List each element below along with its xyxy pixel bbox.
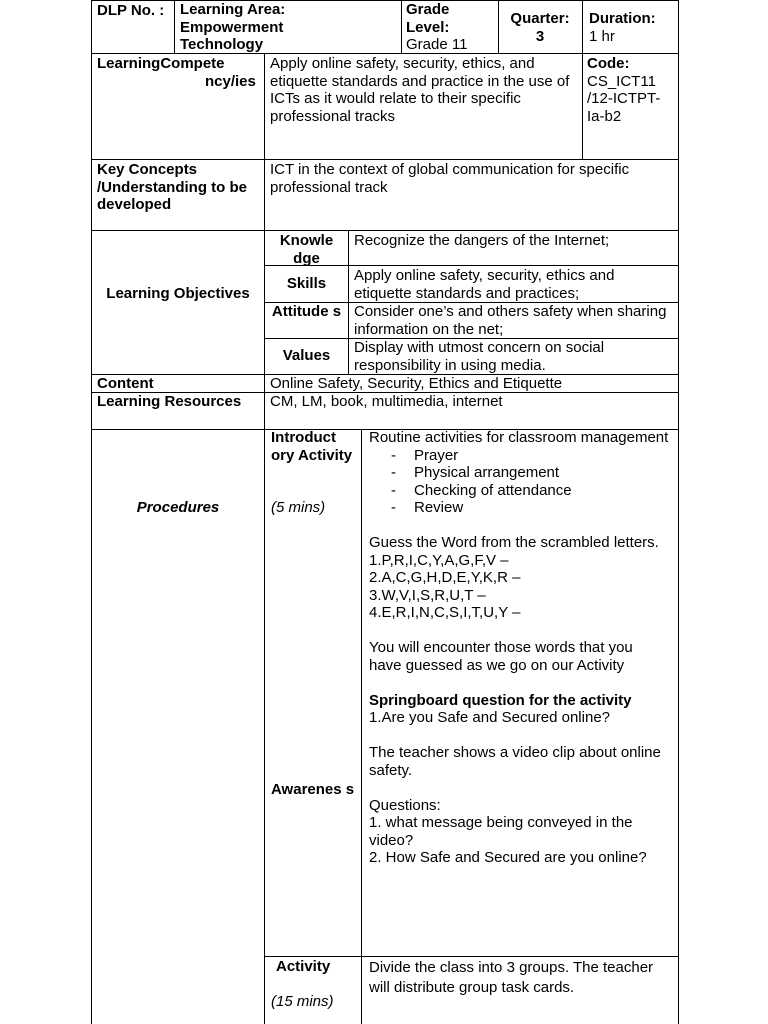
routine-text: Routine activities for classroom management xyxy=(369,429,669,446)
objective-domain-skills: Skills xyxy=(286,275,327,292)
competency-label-line-1: LearningCompete xyxy=(97,55,225,72)
key-concepts-label: Key Concepts /Understanding to be developed xyxy=(97,161,247,213)
routine-list xyxy=(369,447,669,517)
content-text: Online Safety, Security, Ethics and Etiquette xyxy=(270,375,563,392)
learning-resources-text: CM, LM, book, multimedia, internet xyxy=(270,393,503,410)
row-divider xyxy=(91,230,679,231)
objective-text-skills: Apply online safety, security, ethics and etiquette standards and practices; xyxy=(354,267,615,302)
video-text: The teacher shows a video clip about online safety. xyxy=(369,744,661,779)
competency-label xyxy=(97,55,263,90)
divider xyxy=(361,429,362,1024)
question-item: 1. what message being conveyed in the video? xyxy=(369,814,633,849)
table-right-border xyxy=(678,0,679,1024)
divider xyxy=(348,230,349,374)
list-item: - Checking of attendance xyxy=(391,481,572,499)
objective-domain-attitudes: Attitude s xyxy=(271,303,342,320)
code-value: CS_ICT11 /12-ICTPT-Ia-b2 xyxy=(587,72,661,125)
duration-label: Duration: xyxy=(589,10,656,27)
duration-value: 1 hr xyxy=(589,27,615,45)
encounter-text: You will encounter those words that you have guessed as we go on our Activity xyxy=(369,639,633,674)
grade-level-label: Grade Level: xyxy=(406,1,450,36)
scrambled-item: 1.P,R,I,C,Y,A,G,F,V – xyxy=(369,551,509,569)
procedures-content xyxy=(369,429,669,867)
springboard-question: 1.Are you Safe and Secured online? xyxy=(369,709,611,726)
objective-domain-knowledge: Knowle dge xyxy=(279,232,334,267)
introductory-activity-label: Introduct ory Activity xyxy=(271,429,353,464)
objective-domain-values: Values xyxy=(282,347,331,364)
row-divider xyxy=(91,159,679,160)
introductory-activity-time: (5 mins) xyxy=(271,499,326,516)
divider xyxy=(582,0,583,159)
list-item: - Physical arrangement xyxy=(391,464,560,481)
divider xyxy=(174,0,175,53)
divider xyxy=(401,0,402,53)
activity-time: (15 mins) xyxy=(271,993,334,1010)
scrambled-item: 3.W,V,I,S,R,U,T – xyxy=(369,586,486,604)
learning-area-value: Empowerment Technology xyxy=(180,18,284,53)
key-concepts-text: ICT in the context of global communication for specific professional track xyxy=(270,161,630,196)
list-item: - Review xyxy=(391,499,464,516)
scrambled-item: 2.A,C,G,H,D,E,Y,K,R – xyxy=(369,569,521,586)
springboard-heading: Springboard question for the activity xyxy=(369,691,632,709)
objective-text-values: Display with utmost concern on social responsibility in using media. xyxy=(354,339,605,374)
question-item: 2. How Safe and Secured are you online? xyxy=(369,849,647,866)
scrambled-item: 4.E,R,I,N,C,S,I,T,U,Y – xyxy=(369,604,521,621)
guess-intro: Guess the Word from the scrambled letters. xyxy=(369,534,659,551)
grade-level-value: Grade 11 xyxy=(406,36,468,53)
activity-text: Divide the class into 3 groups. The teacher will distribute group task cards. xyxy=(369,959,654,996)
competency-label-line-2: ncy/ies xyxy=(205,72,256,90)
quarter-value: 3 xyxy=(535,27,545,45)
dlp-label: DLP No. : xyxy=(97,2,165,19)
learning-resources-label: Learning Resources xyxy=(97,393,242,410)
activity-label: Activity xyxy=(276,958,331,975)
content-label: Content xyxy=(97,375,154,392)
quarter-label: Quarter: xyxy=(510,10,570,27)
divider xyxy=(264,53,265,1024)
learning-objectives-label: Learning Objectives xyxy=(106,285,250,302)
learning-area-label: Learning Area: xyxy=(180,1,286,18)
objective-text-attitudes: Consider one’s and others safety when sharing information on the net; xyxy=(354,303,667,338)
procedures-label: Procedures xyxy=(136,499,220,516)
competency-text: Apply online safety, security, ethics, and etiquette standards and practice in the use of ICTs as it would relate to their specific professional tracks xyxy=(270,55,570,125)
code-label: Code: xyxy=(587,55,630,72)
list-item: - Prayer xyxy=(391,446,459,464)
objective-text-knowledge: Recognize the dangers of the Internet; xyxy=(354,232,610,249)
awareness-label: Awarenes s xyxy=(271,781,355,798)
questions-label: Questions: xyxy=(369,796,441,814)
row-divider xyxy=(264,956,679,957)
